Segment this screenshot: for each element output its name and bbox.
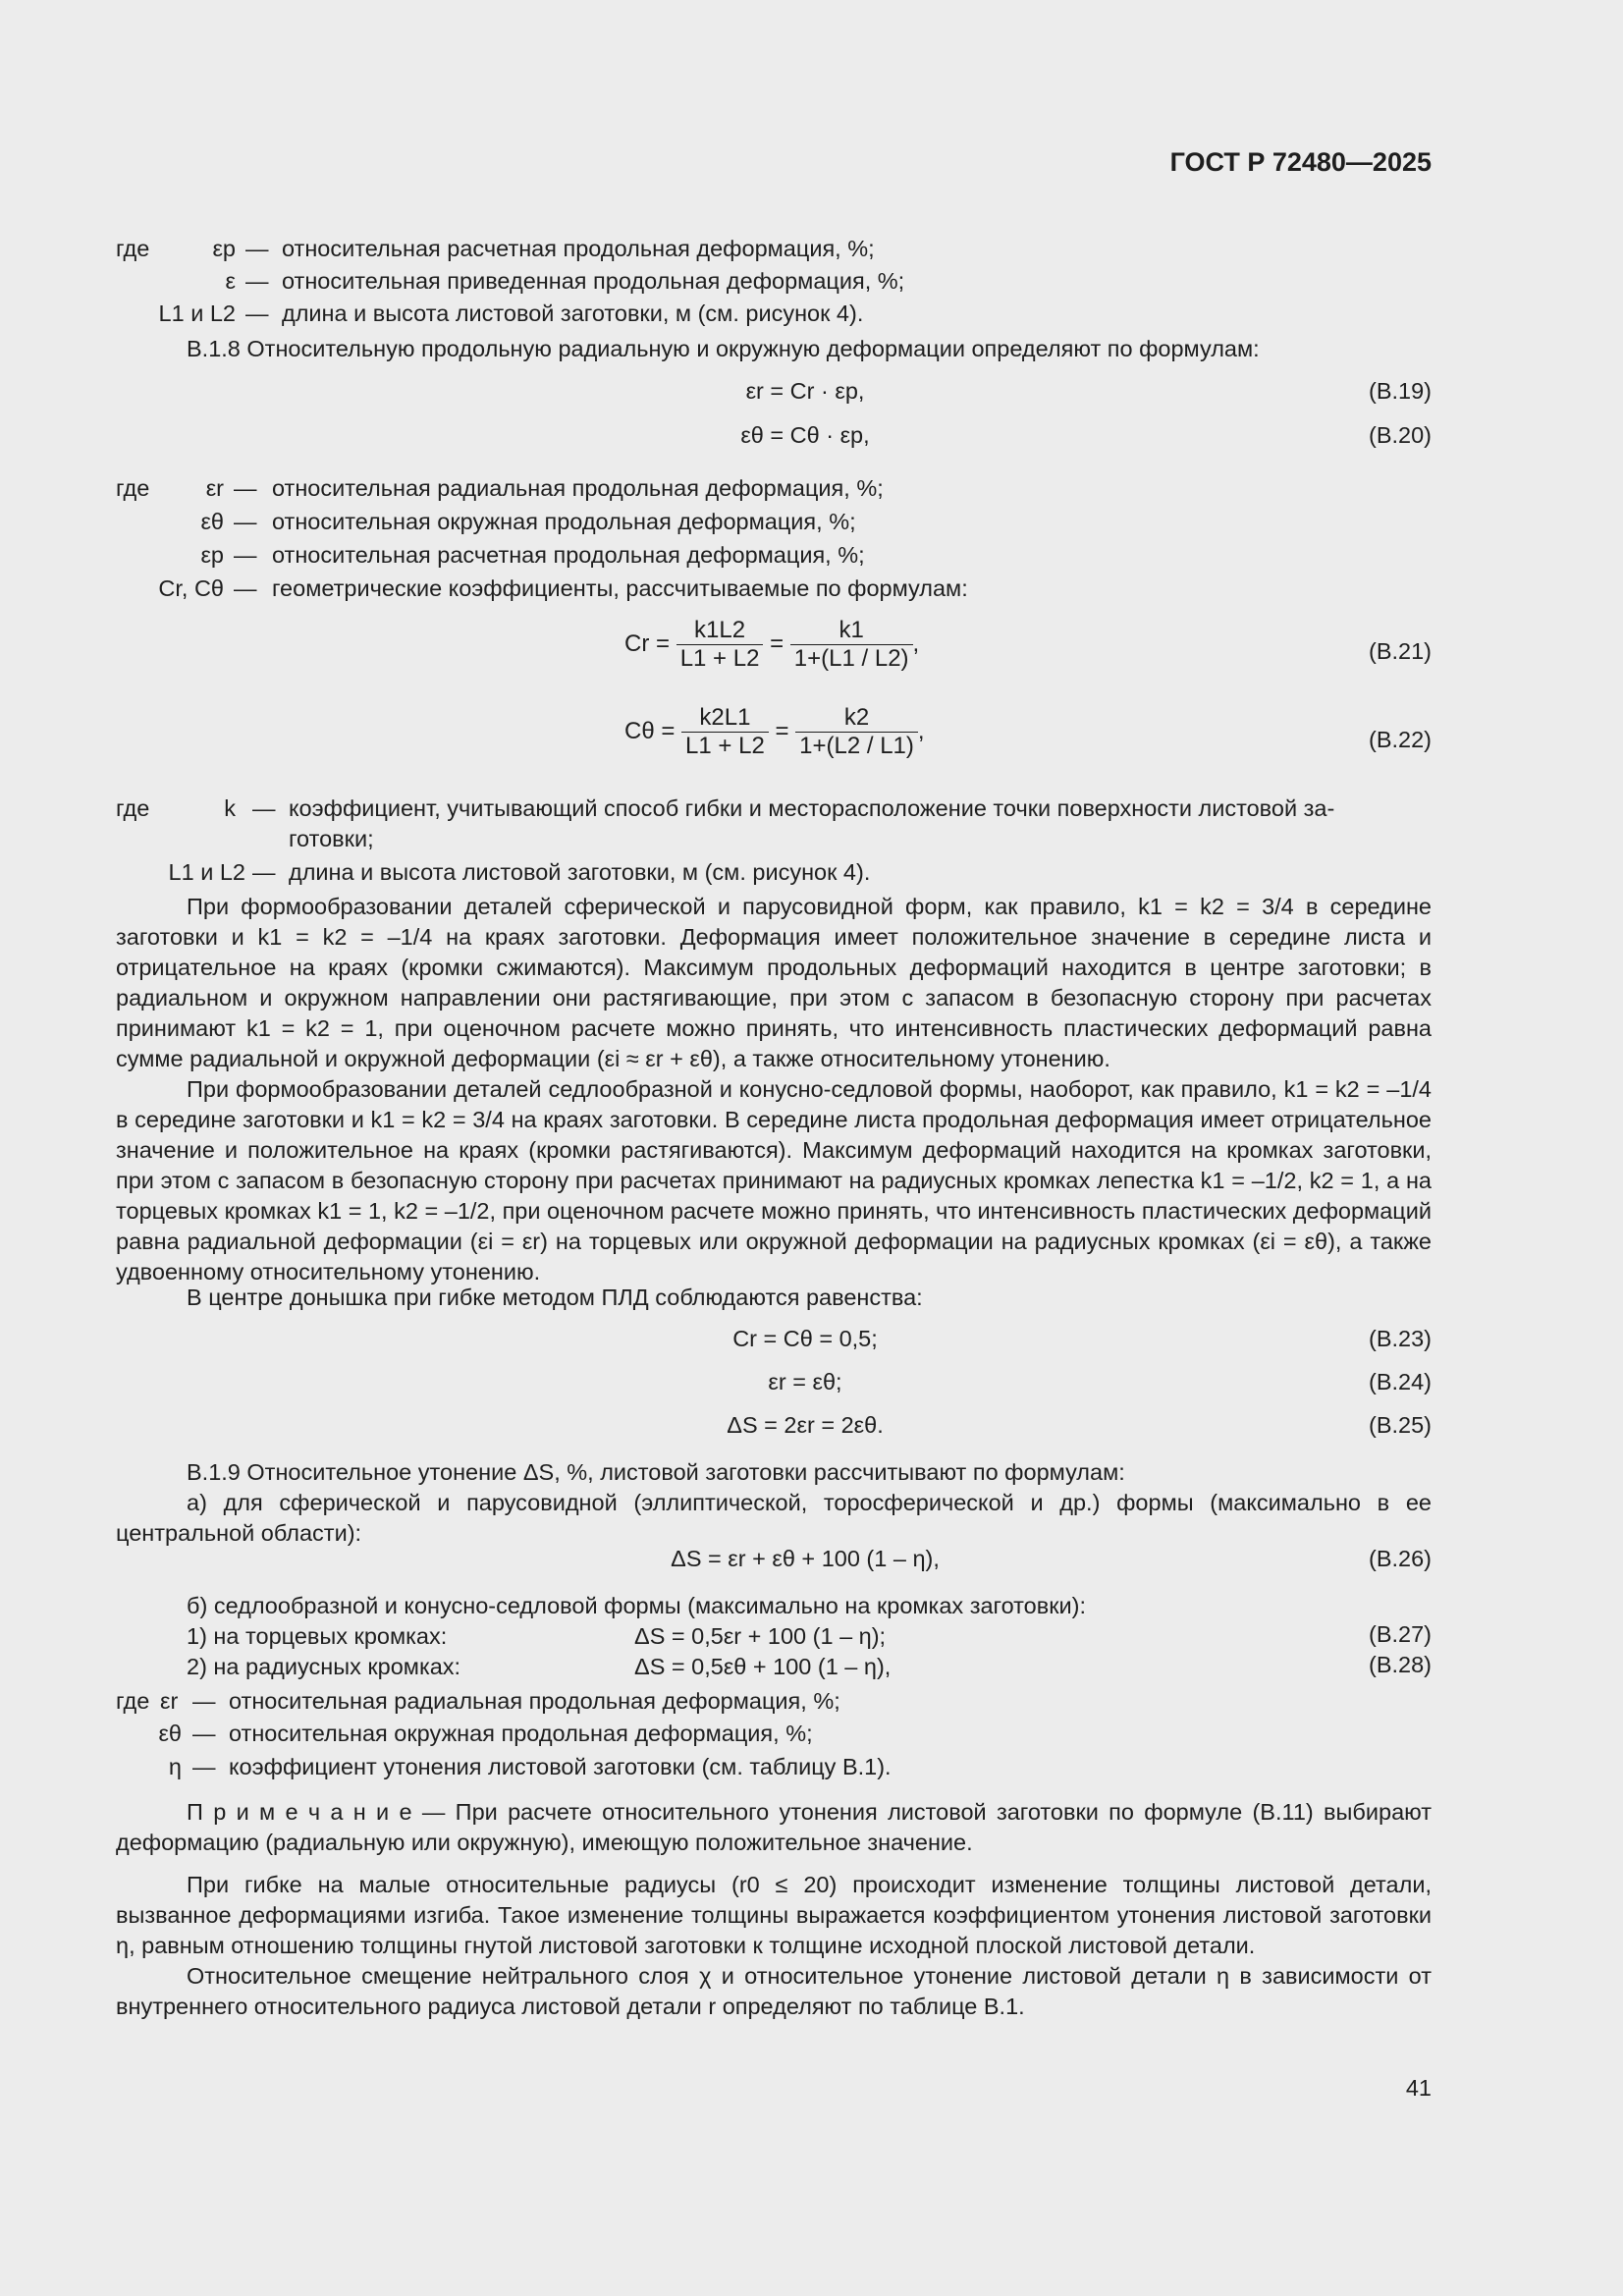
eq-number: (В.25) [1369, 1412, 1432, 1438]
note-text: — При расчете относительного утонения листовой заготовки по формуле (В.11) выбирают деформацию (радиальную или окружную), имеющую положительное значение. [116, 1799, 1433, 1855]
document-header: ГОСТ Р 72480—2025 [1169, 147, 1432, 177]
formula-b22 [624, 704, 925, 760]
def-dash: — [245, 268, 269, 294]
formula-b24: εr = εθ; [768, 1369, 842, 1394]
def-dash: — [234, 475, 257, 501]
where-label: где [116, 475, 150, 501]
def-text: геометрические коэффициенты, рассчитываемые по формулам: [272, 575, 968, 601]
def-dash: — [252, 859, 276, 885]
fraction [790, 617, 913, 673]
clause-b19: В.1.9 Относительное утонение ΔS, %, листовой заготовки рассчитывают по формулам: [187, 1459, 1125, 1485]
def-dash: — [252, 795, 276, 821]
formula-b21 [624, 617, 919, 673]
def-symbol: εp [200, 542, 224, 568]
paragraph: Относительное смещение нейтрального слоя χ и относительное утонение листовой детали η в зависимости от внутреннего относительного радиуса листовой детали r определяют по таблице В.1. [116, 1963, 1432, 2019]
def-symbol: εp [212, 236, 236, 261]
eq-number: (В.28) [1369, 1652, 1432, 1677]
fraction-numerator: k2 [795, 704, 918, 733]
formula-b23: Cr = Cθ = 0,5; [732, 1326, 878, 1351]
clause-b18: В.1.8 Относительную продольную радиальную и окружную деформации определяют по формулам: [187, 336, 1260, 361]
equals-sign: = [775, 717, 789, 744]
paragraph: При формообразовании деталей седлообразной и конусно-седловой формы, наоборот, как правило, k1 = k2 = –1/4 в середине заготовки и k1 = k2 = 3/4 на краях заготовки. В середине листа продольная деформация имеет отрицательное значение и положительное на краях (кромки растягиваются). Максимум деформаций находится на кромках заготовки, при этом с запасом в безопасную сторону при расчетах принимают на радиусных кромках лепестка k1 = –1/2, k2 = 1, а на торцевых кромках k1 = 1, k2 = –1/2, при оценочном расчете можно принять, что интенсивность пластических деформаций равна радиальной деформации (εi = εr) на торцевых или окружной деформации на радиусных кромках (εi = εθ), а также удвоенному относительному утонению. [116, 1076, 1432, 1285]
paragraph: В центре донышка при гибке методом ПЛД соблюдаются равенства: [187, 1285, 923, 1310]
def-symbol: L1 и L2 [158, 301, 236, 326]
def-text: длина и высота листовой заготовки, м (см. рисунок 4). [289, 859, 871, 885]
def-symbol: εθ [200, 509, 224, 534]
def-dash: — [234, 542, 257, 568]
fraction-numerator: k1 [790, 617, 913, 645]
def-text: готовки; [289, 826, 374, 851]
def-text: относительная окружная продольная деформация, %; [229, 1721, 813, 1746]
paragraph: При гибке на малые относительные радиусы (r0 ≤ 20) происходит изменение толщины листовой детали, вызванное деформациями изгиба. Такое изменение толщины выражается коэффициентом утонения листовой заготовки η, равным отношению толщины гнутой листовой заготовки к толщине исходной плоской листовой детали. [116, 1872, 1432, 1958]
where-label: где [116, 795, 150, 821]
note-label: П р и м е ч а н и е [187, 1799, 412, 1825]
def-symbol: η [168, 1754, 182, 1779]
def-symbol: L1 и L2 [168, 859, 245, 885]
def-symbol: εθ [158, 1721, 182, 1746]
def-symbol: εr [160, 1688, 179, 1714]
def-dash: — [234, 575, 257, 601]
def-symbol: ε [225, 268, 236, 294]
fraction [676, 617, 764, 673]
eq-number: (В.21) [1369, 638, 1432, 664]
fraction-denominator: L1 + L2 [685, 733, 765, 759]
def-dash: — [245, 301, 269, 326]
fraction [795, 704, 918, 760]
paragraph: а) для сферической и парусовидной (эллиптической, торосферической и др.) формы (максимально в ее центральной области): [116, 1490, 1432, 1546]
eq-number: (В.19) [1369, 378, 1432, 404]
paragraph: б) седлообразной и конусно-седловой формы (максимально на кромках заготовки): [187, 1593, 1086, 1618]
formula-lhs: Cr = [624, 629, 671, 657]
note [116, 1797, 1432, 1858]
fraction-numerator: k1L2 [676, 617, 764, 645]
where-label: где [116, 1688, 150, 1714]
equals-sign: = [770, 629, 784, 657]
eq-number: (В.26) [1369, 1546, 1432, 1571]
def-symbol: εr [205, 475, 224, 501]
formula-b19: εr = Cr · εp, [745, 378, 865, 404]
def-text: коэффициент утонения листовой заготовки (см. таблицу В.1). [229, 1754, 892, 1779]
def-symbol: k [224, 795, 236, 821]
eq-number: (В.20) [1369, 422, 1432, 448]
formula-b20: εθ = Cθ · εp, [740, 422, 870, 448]
eq-number: (В.24) [1369, 1369, 1432, 1394]
formula-b28: ΔS = 0,5εθ + 100 (1 – η), [634, 1654, 892, 1679]
def-dash: — [192, 1754, 216, 1779]
def-dash: — [192, 1721, 216, 1746]
formula-b26: ΔS = εr + εθ + 100 (1 – η), [671, 1546, 940, 1571]
formula-b25: ΔS = 2εr = 2εθ. [727, 1412, 884, 1438]
def-dash: — [245, 236, 269, 261]
fraction-denominator: 1+(L2 / L1) [799, 733, 914, 759]
def-text: коэффициент, учитывающий способ гибки и месторасположение точки поверхности листовой за- [289, 795, 1335, 821]
def-text: относительная радиальная продольная деформация, %; [229, 1688, 840, 1714]
fraction-denominator: 1+(L1 / L2) [793, 645, 909, 672]
fraction-numerator: k2L1 [681, 704, 769, 733]
def-text: относительная расчетная продольная деформация, %; [282, 236, 875, 261]
def-dash: — [192, 1688, 216, 1714]
eq-number: (В.23) [1369, 1326, 1432, 1351]
eq-number: (В.27) [1369, 1621, 1432, 1647]
page-number: 41 [1405, 2075, 1432, 2101]
def-text: длина и высота листовой заготовки, м (см. рисунок 4). [282, 301, 864, 326]
def-symbol: Cr, Cθ [158, 575, 224, 601]
eq-number: (В.22) [1369, 727, 1432, 752]
where-label: где [116, 236, 150, 261]
def-text: относительная приведенная продольная деформация, %; [282, 268, 905, 294]
def-text: относительная окружная продольная деформация, %; [272, 509, 856, 534]
fraction [681, 704, 769, 760]
formula-tail: , [912, 629, 920, 657]
case-label: 1) на торцевых кромках: [187, 1623, 448, 1649]
formula-b27: ΔS = 0,5εr + 100 (1 – η); [634, 1623, 887, 1649]
case-label: 2) на радиусных кромках: [187, 1654, 461, 1679]
fraction-denominator: L1 + L2 [679, 645, 760, 672]
formula-lhs: Cθ = [624, 717, 676, 744]
def-text: относительная радиальная продольная деформация, %; [272, 475, 884, 501]
formula-tail: , [917, 717, 925, 744]
def-text: относительная расчетная продольная деформация, %; [272, 542, 865, 568]
def-dash: — [234, 509, 257, 534]
paragraph: При формообразовании деталей сферической и парусовидной форм, как правило, k1 = k2 = 3/4 в середине заготовки и k1 = k2 = –1/4 на краях заготовки. Деформация имеет положительное значение в середине листа и отрицательное на краях (кромки сжимаются). Максимум продольных деформаций находится в центре заготовки; в радиальном и окружном направлении они растягивающие, при этом с запасом в безопасную сторону при расчетах принимают k1 = k2 = 1, при оценочном расчете можно принять, что интенсивность пластических деформаций равна сумме радиальной и окружной деформации (εi ≈ εr + εθ), а также относительному утонению. [116, 894, 1432, 1071]
